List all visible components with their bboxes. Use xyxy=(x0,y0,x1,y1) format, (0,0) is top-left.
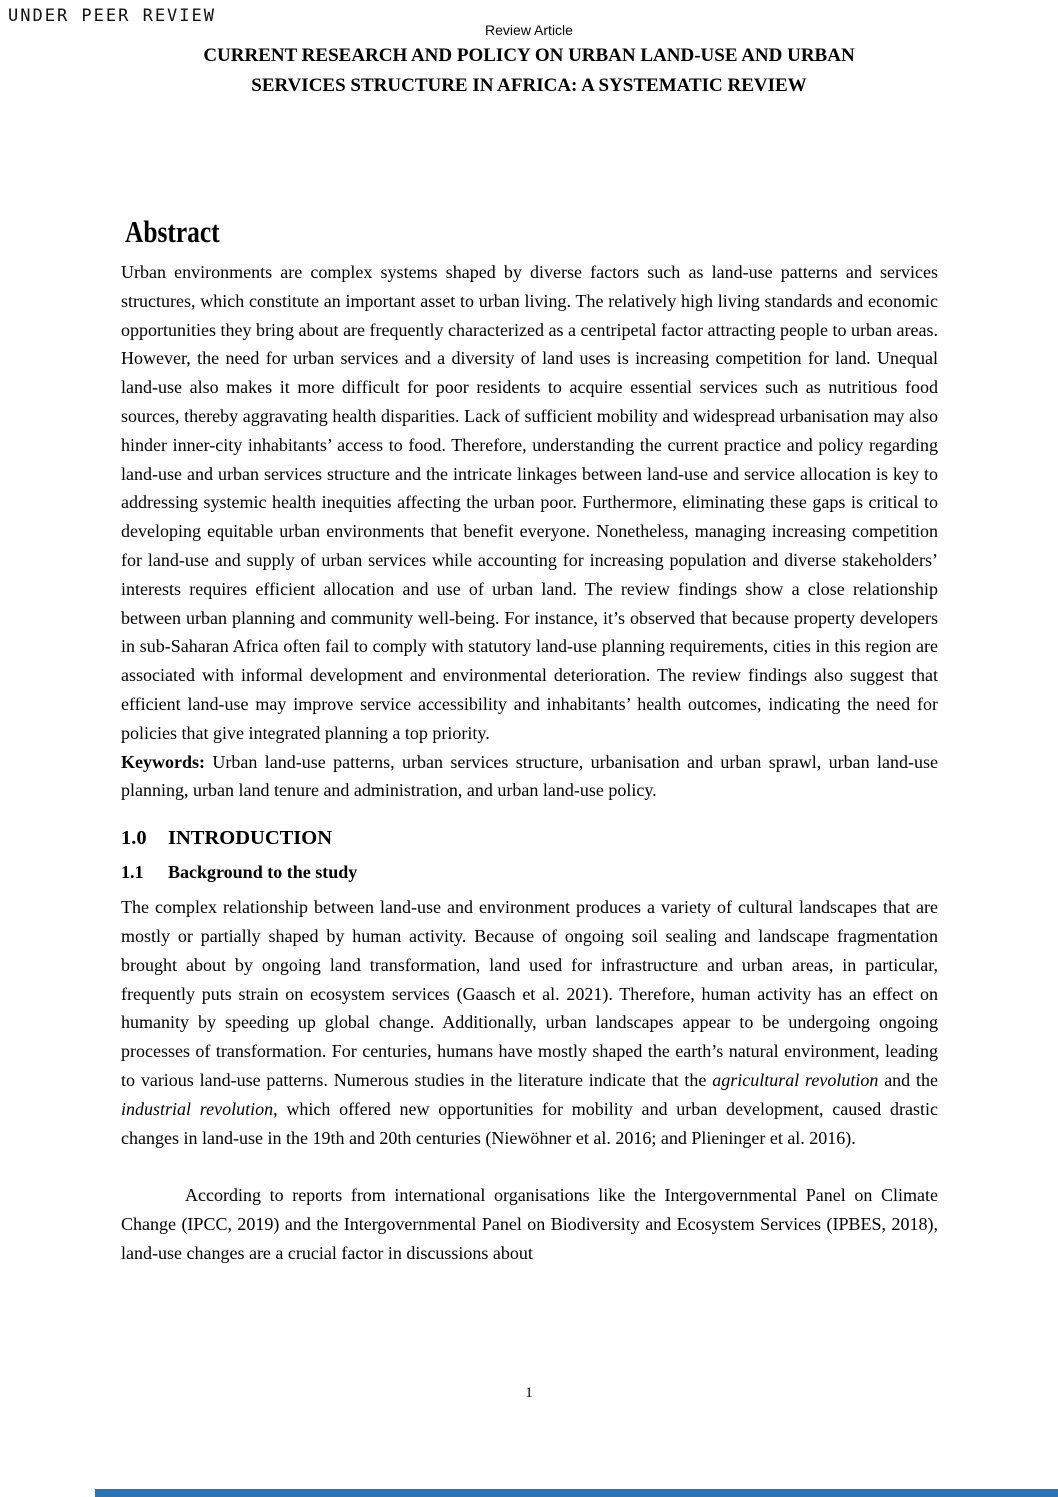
bottom-accent-bar xyxy=(95,1489,1058,1497)
page-number: 1 xyxy=(525,1385,533,1401)
para1-text-2: and the xyxy=(878,1069,939,1090)
subsection-heading-background xyxy=(121,860,938,884)
abstract-heading: Abstract xyxy=(125,214,220,249)
section-heading-introduction xyxy=(121,825,938,851)
article-type-label: Review Article xyxy=(485,22,573,38)
para1-text-1: The complex relationship between land-use and environment produces a variety of cultural landscapes that are mostly or partially shaped by human activity. Because of ongoing soil sealing and landscape fragmentation brought about by ongoing land transformation, land used for infrastructure and urban areas, in particular, frequently puts strain on ecosystem services (Gaasch et al. 2021). Therefore, human activity has an effect on humanity by speeding up global change. Additionally, urban landscapes appear to be undergoing ongoing processes of transformation. For centuries, humans have mostly shaped the earth’s natural environment, leading to various land-use patterns. Numerous studies in the literature indicate that the xyxy=(121,897,938,1090)
paper-title-line2: SERVICES STRUCTURE IN AFRICA: A SYSTEMATIC REVIEW xyxy=(251,75,807,96)
intro-paragraph-1 xyxy=(121,893,938,1152)
section-number: 1.0 xyxy=(121,827,147,850)
keywords-text: Urban land-use patterns, urban services structure, urbanisation and urban sprawl, urban land-use planning, urban land tenure and administration, and urban land-use policy. xyxy=(121,751,938,801)
intro-paragraph-2: According to reports from international organisations like the Intergovernmental Panel on Climate Change (IPCC, 2019) and the Intergovernmental Panel on Biodiversity and Ecosystem Services (IPBES, 2018), land-use changes are a crucial factor in discussions about xyxy=(121,1185,938,1263)
keywords-paragraph xyxy=(121,748,938,806)
para1-italic-agricultural-revolution: agricultural revolution xyxy=(712,1069,879,1090)
subsection-number: 1.1 xyxy=(121,862,144,883)
section-title: INTRODUCTION xyxy=(168,827,333,850)
para1-italic-industrial-revolution: industrial revolution xyxy=(121,1098,274,1119)
subsection-title: Background to the study xyxy=(168,862,358,883)
keywords-label: Keywords: xyxy=(121,751,205,772)
para1-text-3: , which offered new opportunities for mobility and urban development, caused drastic changes in land-use in the 19th and 20th centuries (Niewöhner et al. 2016; and Plieninger et al. 2016). xyxy=(121,1098,938,1148)
paper-title-line1: CURRENT RESEARCH AND POLICY ON URBAN LAND-USE AND URBAN xyxy=(203,45,855,66)
paper-title xyxy=(0,41,1058,101)
under-peer-review-watermark: UNDER PEER REVIEW xyxy=(8,6,216,26)
abstract-paragraph: Urban environments are complex systems shaped by diverse factors such as land-use patterns and services structures, which constitute an important asset to urban living. The relatively high living standards and economic opportunities they bring about are frequently characterized as a centripetal factor attracting people to urban areas. However, the need for urban services and a diversity of land uses is increasing competition for land. Unequal land-use also makes it more difficult for poor residents to acquire essential services such as nutritious food sources, thereby aggravating health disparities. Lack of sufficient mobility and widespread urbanisation may also hinder inner-city inhabitants’ access to food. Therefore, understanding the current practice and policy regarding land-use and urban services structure and the intricate linkages between land-use and service allocation is key to addressing systemic health inequities affecting the urban poor. Furthermore, eliminating these gaps is critical to developing equitable urban environments that benefit everyone. Nonetheless, managing increasing competition for land-use and supply of urban services while accounting for increasing population and diverse stakeholders’ interests requires efficient allocation and use of urban land. The review findings show a close relationship between urban planning and community well-being. For instance, it’s observed that because property developers in sub-Saharan Africa often fail to comply with statutory land-use planning requirements, cities in this region are associated with informal development and environmental deterioration. The review findings also suggest that efficient land-use may improve service accessibility and inhabitants’ health outcomes, indicating the need for policies that give integrated planning a top priority. xyxy=(121,262,938,743)
page-content xyxy=(121,213,938,1268)
